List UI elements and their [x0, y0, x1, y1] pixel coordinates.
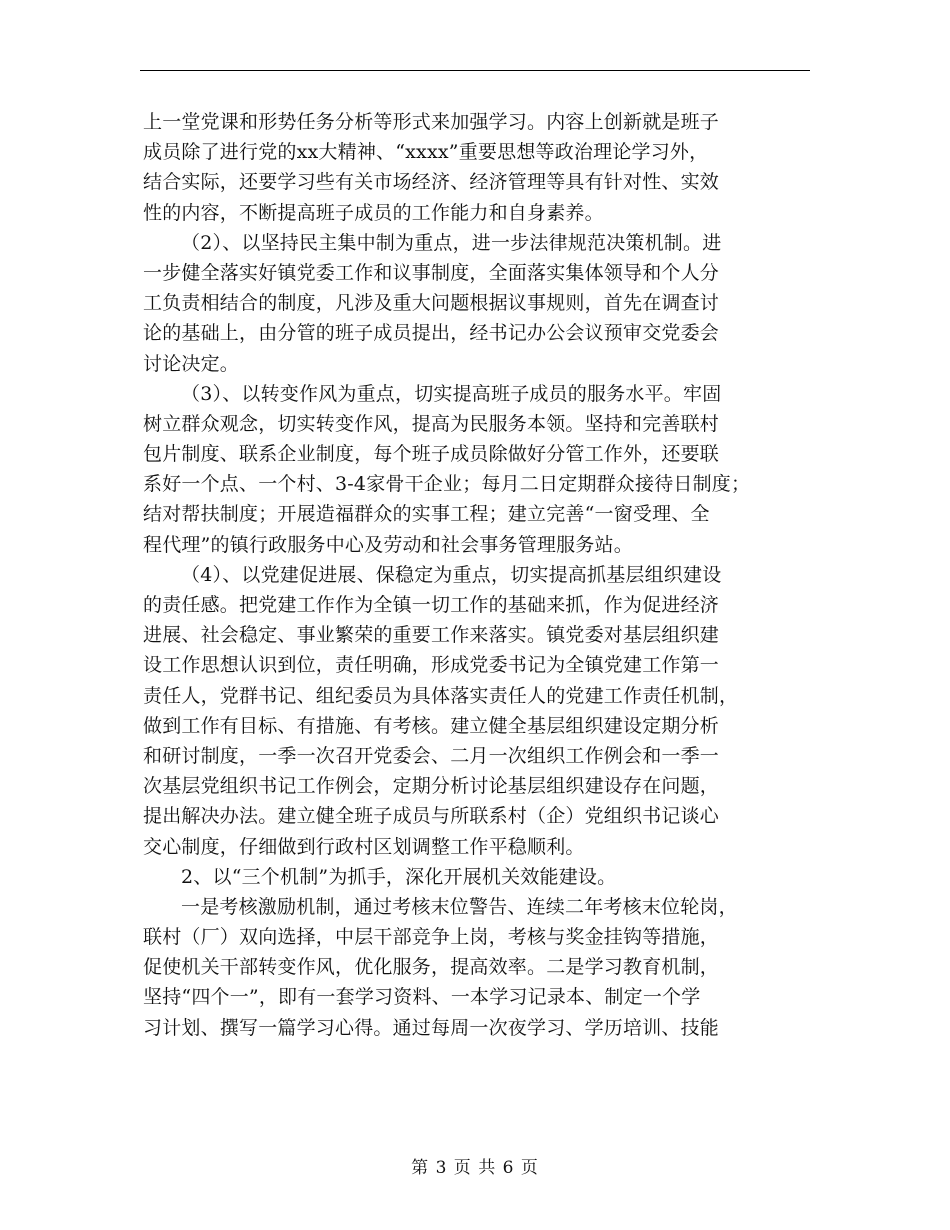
text-line: 成员除了进行党的xx大精神、“xxxx”重要思想等政治理论学习外， — [143, 141, 709, 164]
text-line: 交心制度，仔细做到行政村区划调整工作平稳顺利。 — [143, 835, 585, 858]
text-line: 讨论决定。 — [143, 352, 240, 375]
text-line: 工负责相结合的制度，凡涉及重大问题根据议事规则，首先在调查讨 — [143, 292, 720, 315]
text-line: 责任人，党群书记、组纪委员为具体落实责任人的党建工作责任机制， — [143, 684, 739, 707]
text-line: 促使机关干部转变作风，优化服务，提高效率。二是学习教育机制， — [143, 956, 720, 979]
text-line: （4）、以党建促进展、保稳定为重点，切实提高抓基层组织建设 — [181, 563, 722, 586]
text-line: 性的内容，不断提高班子成员的工作能力和自身素养。 — [143, 201, 604, 224]
text-line: 系好一个点、一个村、3-4家骨干企业；每月二日定期群众接待日制度； — [143, 473, 751, 496]
text-line: 一步健全落实好镇党委工作和议事制度，全面落实集体领导和个人分 — [143, 261, 720, 284]
page-footer: 第 3 页 共 6 页 — [411, 1158, 539, 1178]
text-line: 做到工作有目标、有措施、有考核。建立健全基层组织建设定期分析 — [143, 714, 720, 737]
text-line: （3）、以转变作风为重点，切实提高班子成员的服务水平。牢固 — [181, 382, 722, 405]
text-line: 论的基础上，由分管的班子成员提出，经书记办公会议预审交党委会 — [143, 322, 720, 345]
text-line: 坚持“四个一”，即有一套学习资料、一本学习记录本、制定一个学 — [143, 986, 701, 1009]
text-line: 联村（厂）双向选择，中层干部竞争上岗，考核与奖金挂钩等措施， — [143, 926, 720, 949]
text-line: 设工作思想认识到位，责任明确，形成党委书记为全镇党建工作第一 — [143, 654, 720, 677]
text-line: 结合实际，还要学习些有关市场经济、经济管理等具有针对性、实效 — [143, 171, 720, 194]
text-line: （2）、以坚持民主集中制为重点，进一步法律规范决策机制。进 — [181, 231, 722, 254]
text-line: 的责任感。把党建工作作为全镇一切工作的基础来抓，作为促进经济 — [143, 594, 720, 616]
header-rule — [140, 70, 810, 71]
text-line: 结对帮扶制度；开展造福群众的实事工程；建立完善“一窗受理、全 — [143, 503, 710, 526]
text-line: 一是考核激励机制，通过考核末位警告、连续二年考核末位轮岗， — [181, 895, 738, 918]
text-line: 提出解决办法。建立健全班子成员与所联系村（企）党组织书记谈心 — [143, 805, 720, 828]
text-line: 习计划、撰写一篇学习心得。通过每周一次夜学习、学历培训、技能 — [143, 1016, 720, 1039]
text-line: 2、以“三个机制”为抓手，深化开展机关效能建设。 — [181, 865, 617, 888]
text-line: 进展、社会稳定、事业繁荣的重要工作来落实。镇党委对基层组织建 — [143, 624, 720, 647]
text-line: 上一堂党课和形势任务分析等形式来加强学习。内容上创新就是班子 — [143, 111, 720, 133]
text-line: 次基层党组织书记工作例会，定期分析讨论基层组织建设存在问题， — [143, 775, 720, 798]
text-line: 树立群众观念，切实转变作风，提高为民服务本领。坚持和完善联村 — [143, 412, 720, 435]
text-line: 包片制度、联系企业制度，每个班子成员除做好分管工作外，还要联 — [143, 443, 720, 466]
document-body — [143, 107, 813, 1043]
text-line: 程代理”的镇行政服务中心及劳动和社会事务管理服务站。 — [143, 533, 633, 556]
text-line: 和研讨制度，一季一次召开党委会、二月一次组织工作例会和一季一 — [143, 744, 720, 767]
